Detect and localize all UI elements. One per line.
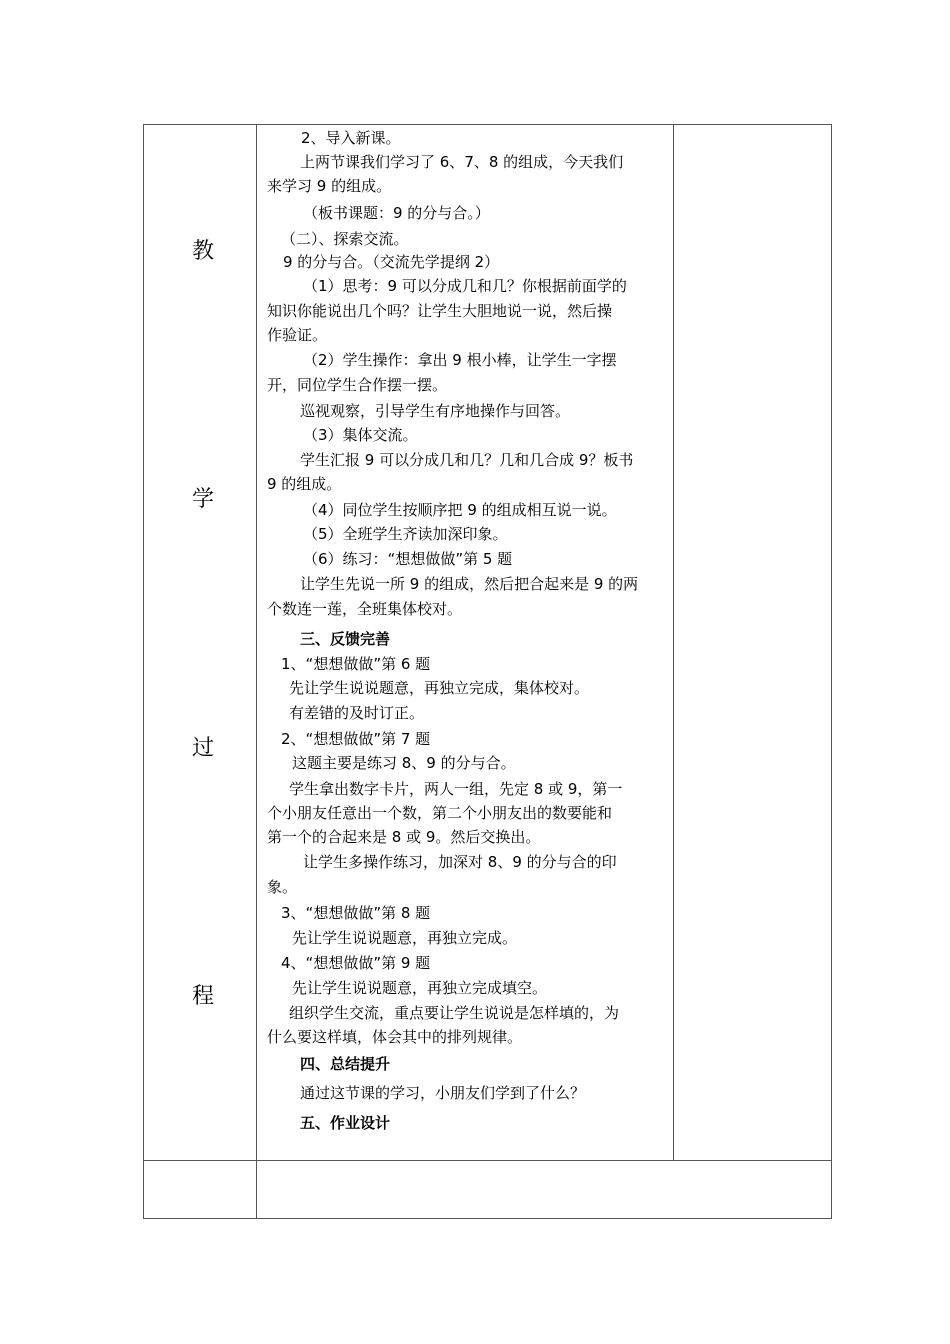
content-line: 作验证。 (267, 326, 328, 344)
bottom-right-cell (257, 1161, 831, 1218)
content-line: 象。 (267, 878, 298, 896)
content-line: 学生汇报 9 可以分成几和几？几和几合成 9？板书 (300, 451, 634, 469)
content-line: 个数连一莲，全班集体校对。 (267, 600, 463, 618)
content-line: 上两节课我们学习了 6、7、8 的组成，今天我们 (300, 153, 624, 171)
content-line: 让学生先说一所 9 的组成，然后把合起来是 9 的两 (300, 575, 639, 593)
content-line: 2、导入新课。 (301, 129, 401, 147)
content-line: （2）学生操作：拿出 9 根小棒，让学生一字摆 (303, 351, 617, 369)
table-left-border (143, 124, 144, 1219)
side-label-char-3: 过 (192, 736, 215, 761)
content-line: （板书课题：9 的分与合。） (303, 204, 490, 222)
content-line: （二）、探索交流。 (281, 230, 409, 248)
content-line: （6）练习：“想想做做”第 5 题 (303, 550, 513, 568)
section-heading: 四、总结提升 (300, 1055, 391, 1073)
content-line: （4）同位学生按顺序把 9 的组成相互说一说。 (303, 501, 617, 519)
content-line: 1、“想想做做”第 6 题 (281, 655, 431, 673)
content-line: 2、“想想做做”第 7 题 (281, 730, 431, 748)
table-col-divider-1 (256, 124, 257, 1219)
table-top-border (143, 124, 832, 125)
content-line: 什么要这样填，体会其中的排列规律。 (267, 1028, 523, 1046)
content-line: 有差错的及时订正。 (289, 704, 425, 722)
content-line: 巡视观察，引导学生有序地操作与回答。 (300, 402, 571, 420)
content-line: 让学生多操作练习，加深对 8、9 的分与合的印 (303, 853, 617, 871)
content-line: 知识你能说出几个吗？让学生大胆地说一说，然后操 (267, 302, 613, 320)
side-label-char-2: 学 (192, 487, 215, 512)
content-line: 先让学生说说题意，再独立完成。 (292, 929, 518, 947)
content-line: 学生拿出数字卡片，两人一组，先定 8 或 9，第一 (289, 780, 623, 798)
content-line: （5）全班学生齐读加深印象。 (303, 525, 508, 543)
content-line: 3、“想想做做”第 8 题 (281, 904, 431, 922)
content-line: 先让学生说说题意，再独立完成，集体校对。 (289, 679, 590, 697)
table-right-border (831, 124, 832, 1219)
content-line: 个小朋友任意出一个数，第二个小朋友出的数要能和 (267, 804, 613, 822)
section-heading: 五、作业设计 (300, 1114, 391, 1132)
content-line: （3）集体交流。 (303, 426, 418, 444)
content-line: 来学习 9 的组成。 (267, 177, 392, 195)
side-label-char-1: 教 (192, 239, 215, 264)
section-heading: 三、反馈完善 (300, 630, 391, 648)
table-bottom-border (143, 1218, 832, 1219)
content-line: （1）思考：9 可以分成几和几？你根据前面学的 (303, 277, 627, 295)
content-line: 这题主要是练习 8、9 的分与合。 (292, 754, 516, 772)
content-line: 通过这节课的学习，小朋友们学到了什么？ (300, 1084, 586, 1102)
table-col-divider-2 (673, 124, 674, 1161)
content-line: 9 的组成。 (267, 475, 342, 493)
side-label-char-4: 程 (192, 984, 215, 1009)
content-line: 第一个的合起来是 8 或 9。然后交换出。 (267, 828, 541, 846)
content-line: 9 的分与合。（交流先学提纲 2） (283, 253, 500, 271)
bottom-left-cell (144, 1161, 256, 1218)
content-line: 先让学生说说题意，再独立完成填空。 (292, 979, 548, 997)
content-line: 4、“想想做做”第 9 题 (281, 954, 431, 972)
content-line: 开，同位学生合作摆一摆。 (267, 376, 448, 394)
content-line: 组织学生交流，重点要让学生说说是怎样填的，为 (289, 1004, 620, 1022)
